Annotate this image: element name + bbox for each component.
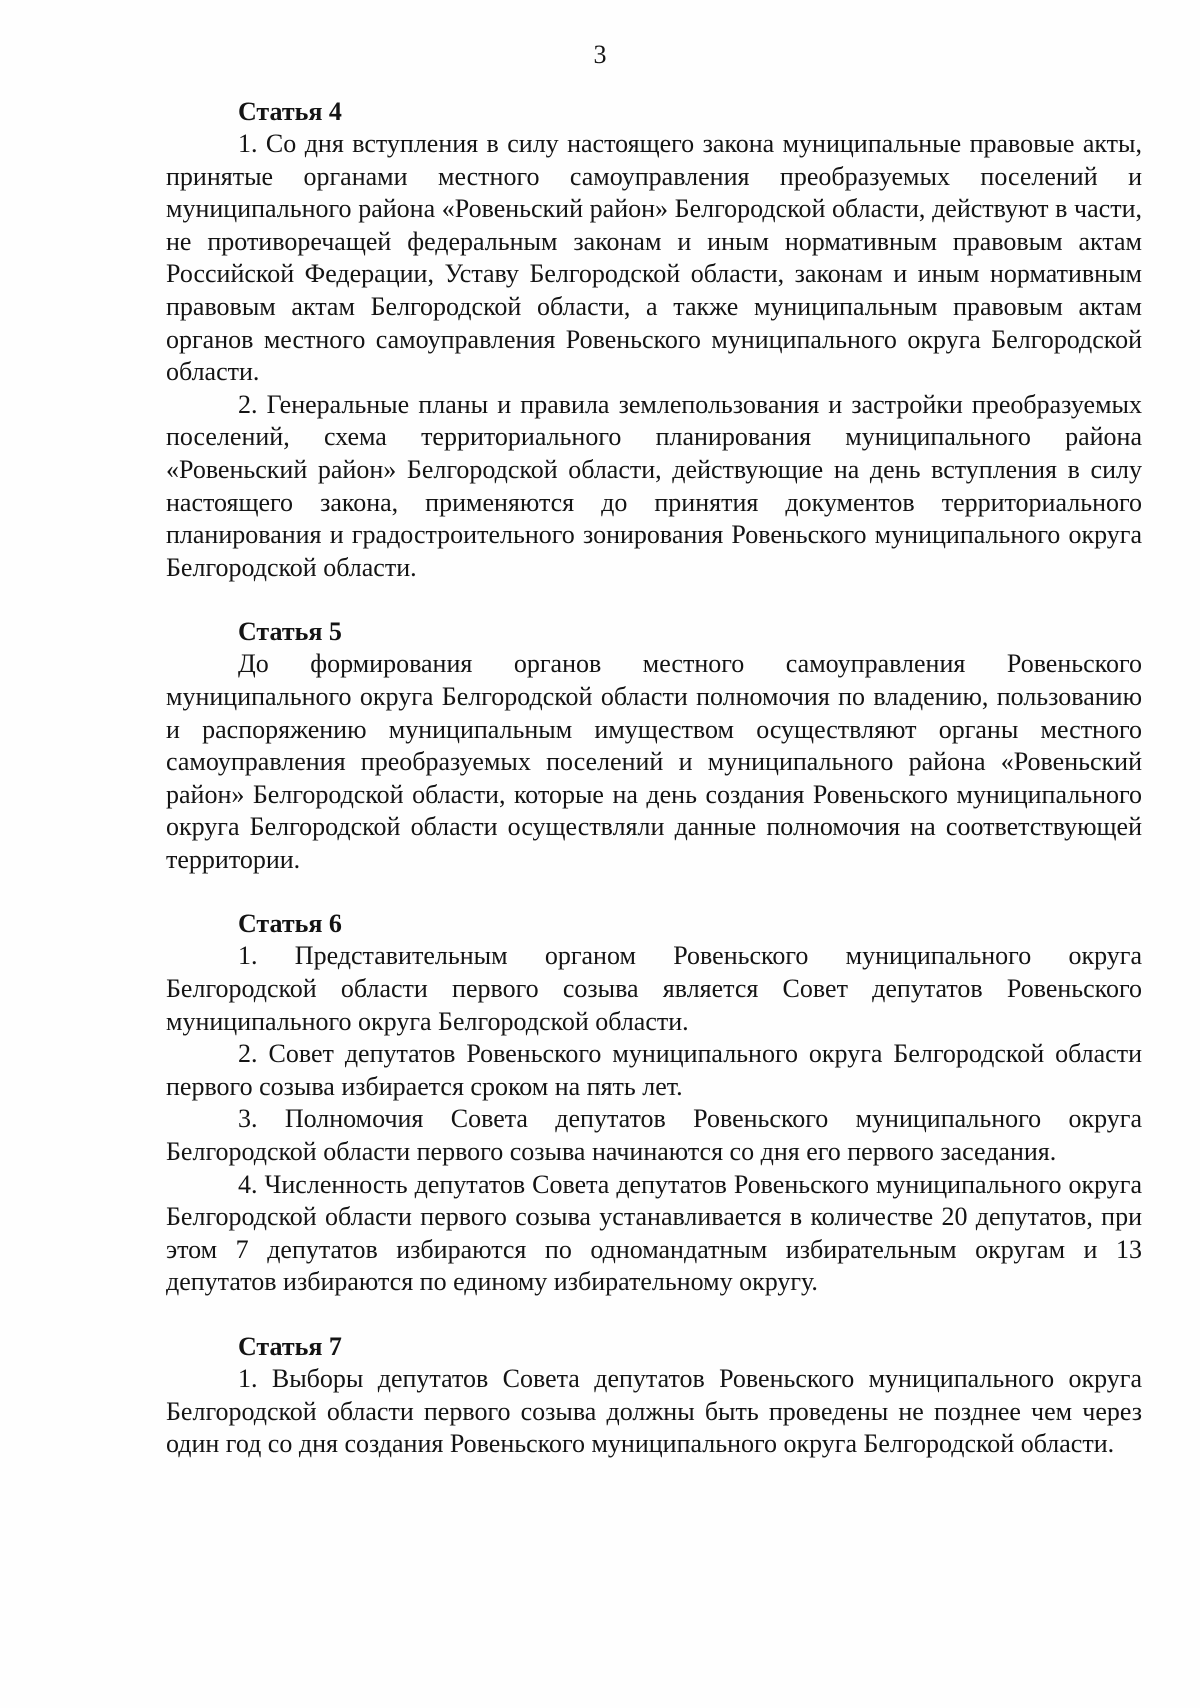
article-paragraph: 3. Полномочия Совета депутатов Ровеньского муниципального округа Белгородской области первого созыва начинаются со дня его первого заседания. [166, 1104, 1142, 1167]
article-paragraph: 1. Представительным органом Ровеньского муниципального округа Белгородской области первого созыва является Совет депутатов Ровеньского муниципального округа Белгородской области. [166, 941, 1142, 1036]
document-body [166, 96, 1142, 1461]
article-paragraph: 1. Со дня вступления в силу настоящего закона муниципальные правовые акты, принятые органами местного самоуправления преобразуемых поселений и муниципального района «Ровеньский район» Белгородской области, действуют в части, не противоречащей федеральным законам и иным нормативным правовым актам Российской Федерации, Уставу Белгородской области, законам и иным нормативным правовым актам Белгородской области, а также муниципальным правовым актам органов местного самоуправления Ровеньского муниципального округа Белгородской области. [166, 129, 1142, 387]
article-title: Статья 4 [238, 97, 342, 126]
article-paragraph: До формирования органов местного самоуправления Ровеньского муниципального округа Белгородской области полномочия по владению, пользованию и распоряжению муниципальным имуществом осуществляют органы местного самоуправления преобразуемых поселений и муниципального района «Ровеньский район» Белгородской области, которые на день создания Ровеньского муниципального округа Белгородской области осуществляли данные полномочия на соответствующей территории. [166, 649, 1142, 874]
article-title: Статья 7 [238, 1332, 342, 1361]
article-title: Статья 5 [238, 617, 342, 647]
article-paragraph: 4. Численность депутатов Совета депутатов Ровеньского муниципального округа Белгородской области первого созыва устанавливается в количестве 20 депутатов, при этом 7 депутатов избираются по одномандатным избирательным округам и 13 депутатов избираются по единому избирательному округу. [166, 1169, 1142, 1297]
article-6 [166, 908, 1142, 1299]
article-4 [166, 96, 1142, 584]
article-paragraph: 1. Выборы депутатов Совета депутатов Ровеньского муниципального округа Белгородской области первого созыва должны быть проведены не позднее чем через один год со дня создания Ровеньского муниципального округа Белгородской области. [166, 1364, 1142, 1459]
article-paragraph: 2. Генеральные планы и правила землепользования и застройки преобразуемых поселений, схема территориального планирования муниципального района «Ровеньский район» Белгородской области, действующие на день вступления в силу настоящего закона, применяются до принятия документов территориального планирования и градостроительного зонирования Ровеньского муниципального округа Белгородской области. [166, 389, 1142, 582]
article-5 [166, 616, 1142, 876]
page-number: 3 [593, 40, 607, 69]
article-paragraph: 2. Совет депутатов Ровеньского муниципального округа Белгородской области первого созыва избирается сроком на пять лет. [166, 1039, 1142, 1101]
article-title: Статья 6 [238, 909, 342, 939]
article-7 [166, 1331, 1142, 1461]
